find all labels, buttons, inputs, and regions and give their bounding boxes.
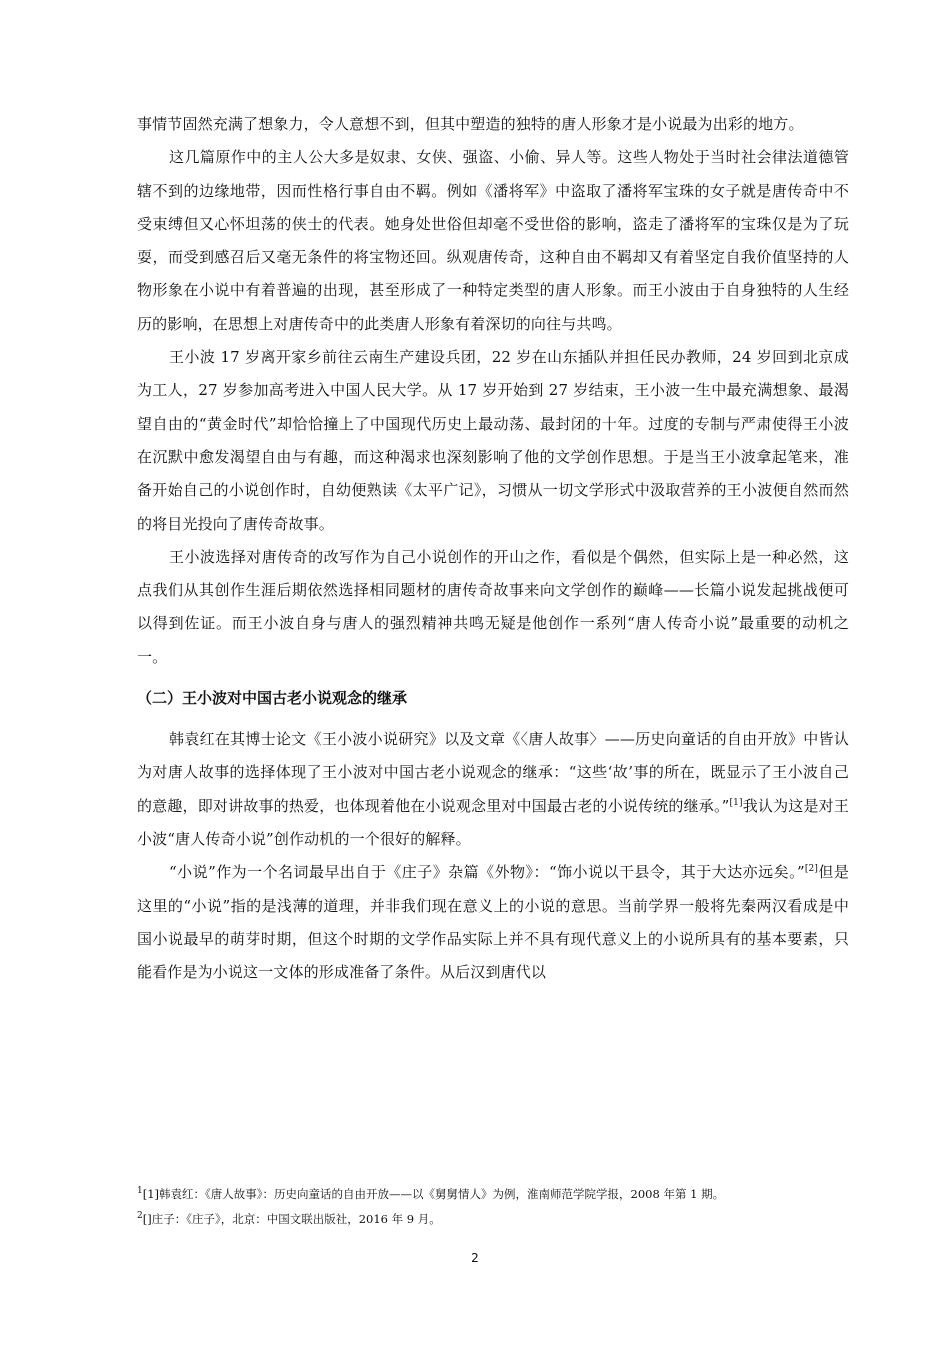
footnote-1 [137,1182,897,1207]
citation-ref-2[interactable]: [2] [804,864,819,875]
page-number: 2 [471,1251,479,1265]
footnote-mark: 2 [137,1211,143,1222]
footnote-mark: 1 [137,1186,143,1197]
footnotes [137,1182,897,1232]
paragraph-text: 但是这里的“小说”指的是浅薄的道理，并非我们现在意义上的小说的意思。当前学界一般将先秦两汉看成是中国小说最早的萌芽时期，但这个时期的文学作品实际上并不具有现代意义上的小说所具有的基本要素，只能看作是为小说这一文体的形成准备了条件。从后汉到唐代以 [137,863,849,982]
footnote-text: []庄子：《庄子》，北京：中国文联出版社，2016 年 9 月。 [142,1212,441,1226]
paragraph-biography: 王小波 17 岁离开家乡前往云南生产建设兵团，22 岁在山东插队并担任民办教师，24 岁回到北京成为工人，27 岁参加高考进入中国人民大学。从 17 岁开始到 27 岁结束，王小波一生中最充满想象、最渴望自由的“黄金时代”却恰恰撞上了中国现代历史上最动荡、最封闭的十年。过度的专制与严肃使得王小波在沉默中愈发渴望自由与有趣，而这种渴求也深刻影响了他的文学创作思想。于是当王小波拿起笔来，准备开始自己的小说创作时，自幼便熟读《太平广记》，习惯从一切文学形式中汲取营养的王小波便自然而然的将目光投向了唐传奇故事。 [137,348,849,533]
paragraph-inheritance [137,723,849,856]
paragraph-text: 韩袁红在其博士论文《王小波小说研究》以及文章《〈唐人故事〉——历史向童话的自由开放》中皆认为对唐人故事的选择体现了王小波对中国古老小说观念的继承：“这些‘故’事的所在，既显示了王小波自己的意趣，即对讲故事的热爱，也体现着他在小说观念里对中国最古老的小说传统的继承。” [137,730,849,815]
citation-ref-1[interactable]: [1] [729,797,743,808]
footnote-2 [137,1207,897,1232]
paragraph-motivation: 王小波选择对唐传奇的改写作为自己小说创作的开山之作，看似是个偶然，但实际上是一种必然，这点我们从其创作生涯后期依然选择相同题材的唐传奇故事来向文学创作的巅峰——长篇小说发起挑战便可以得到佐证。而王小波自身与唐人的强烈精神共鸣无疑是他创作一系列“唐人传奇小说”最重要的动机之一。 [137,547,849,666]
paragraph-characters: 这几篇原作中的主人公大多是奴隶、女侠、强盗、小偷、异人等。这些人物处于当时社会律法道德管辖不到的边缘地带，因而性格行事自由不羁。例如《潘将军》中盗取了潘将军宝珠的女子就是唐传奇中不受束缚但又心怀坦荡的侠士的代表。她身处世俗但却毫不受世俗的影响，盗走了潘将军的宝珠仅是为了玩耍，而受到感召后又毫无条件的将宝物还回。纵观唐传奇，这种自由不羁却又有着坚定自我价值坚持的人物形象在小说中有着普遍的出现，甚至形成了一种特定类型的唐人形象。而王小波由于自身独特的人生经历的影响，在思想上对唐传奇中的此类唐人形象有着深切的向往与共鸣。 [137,148,849,333]
paragraph-text: “小说”作为一个名词最早出自于《庄子》杂篇《外物》：“饰小说以干县令，其于大达亦远矣。” [169,863,805,882]
paragraph-origin [137,856,849,989]
body-text [137,108,849,989]
footnote-text: [1]韩袁红：《唐人故事》：历史向童话的自由开放——以《舅舅情人》为例，淮南师范学院学报，2008 年第 1 期。 [142,1187,725,1201]
paragraph-continuation: 事情节固然充满了想象力，令人意想不到，但其中塑造的独特的唐人形象才是小说最为出彩的地方。 [137,115,804,133]
section-heading: （二）王小波对中国古老小说观念的继承 [137,689,408,708]
paragraph-text: 我认为这是对王小波“唐人传奇小说”创作动机的一个很好的解释。 [137,796,849,848]
